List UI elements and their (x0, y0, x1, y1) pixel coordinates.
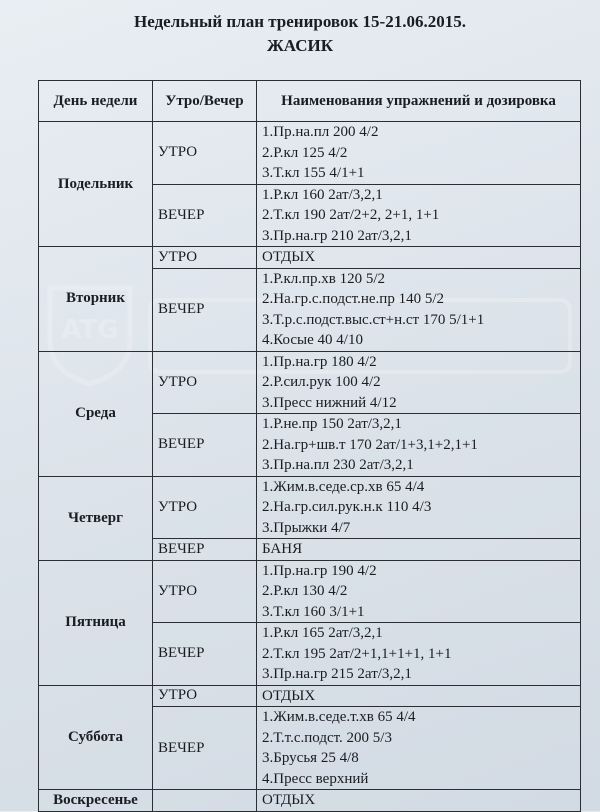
exercise-item: ОТДЫХ (262, 792, 316, 808)
session-time-cell: УТРО (153, 560, 257, 623)
exercises-cell (257, 247, 581, 269)
session-time-cell: УТРО (153, 685, 257, 707)
athlete-name: ЖАСИК (266, 36, 334, 55)
exercise-item: 3.Пр.на.пл 230 2ат/3,2,1 (262, 457, 414, 473)
exercise-item: ОТДЫХ (262, 687, 316, 704)
session-time-cell: УТРО (153, 247, 257, 269)
session-time-cell: ВЕЧЕР (153, 268, 257, 351)
exercise-item: ОТДЫХ (262, 249, 316, 265)
session-time-cell: ВЕЧЕР (153, 623, 257, 686)
exercises-cell (257, 414, 581, 477)
column-header-exercises: Наименования упражнений и дозировка (257, 81, 581, 122)
exercise-item: 1.Пр.на.пл 200 4/2 (262, 124, 379, 140)
exercise-item: 3.Брусья 25 4/8 (262, 750, 359, 766)
day-cell: Вторник (39, 247, 153, 352)
exercise-item: 3.Т.р.с.подст.выс.ст+н.ст 170 5/1+1 (262, 311, 485, 328)
session-time-cell: ВЕЧЕР (153, 414, 257, 477)
watermark-logo-text: ATG (61, 315, 119, 345)
day-cell: Суббота (39, 685, 153, 790)
day-cell: Подельник (39, 122, 153, 247)
exercises-cell (257, 122, 581, 185)
session-time-cell: ВЕЧЕР (153, 184, 257, 247)
day-cell: Среда (39, 351, 153, 476)
exercise-item: 1.Пр.на.гр 190 4/2 (262, 562, 377, 579)
exercise-item: 1.Пр.на.гр 180 4/2 (262, 353, 377, 370)
exercise-item: 2.Р.сил.рук 100 4/2 (262, 374, 381, 390)
table-row (39, 790, 581, 812)
training-plan-table (38, 80, 581, 812)
session-time-cell: УТРО (153, 351, 257, 414)
table-row (39, 560, 581, 623)
exercise-item: 2.Т.кл 195 2ат/2+1,1+1+1, 1+1 (262, 645, 452, 662)
exercise-item: 2.На.гр.с.подст.не.пр 140 5/2 (262, 291, 444, 307)
day-cell: Воскресенье (39, 790, 153, 812)
column-header-time: Утро/Вечер (153, 81, 257, 122)
exercise-item: 1.Жим.в.седе.ср.хв 65 4/4 (262, 478, 425, 495)
exercise-item: БАНЯ (262, 541, 303, 557)
exercise-item: 2.На.гр+шв.т 170 2ат/1+3,1+2,1+1 (262, 436, 478, 453)
exercises-cell (257, 268, 581, 351)
day-cell: Четверг (39, 476, 153, 560)
exercise-item: 2.Т.кл 190 2ат/2+2, 2+1, 1+1 (262, 207, 440, 223)
session-time-cell (153, 790, 257, 812)
page-title: Недельный план тренировок 15-21.06.2015. (134, 12, 466, 31)
exercise-item: 1.Р.кл 160 2ат/3,2,1 (262, 186, 383, 203)
exercise-item: 1.Р.кл 165 2ат/3,2,1 (262, 625, 383, 641)
column-header-day: День недели (39, 81, 153, 122)
exercise-item: 2.На.гр.сил.рук.н.к 110 4/3 (262, 499, 432, 515)
exercises-cell (257, 476, 581, 539)
table-body (39, 122, 581, 812)
table-row (39, 247, 581, 269)
session-time-cell: ВЕЧЕР (153, 707, 257, 790)
table-row (39, 685, 581, 707)
exercise-item: 3.Пр.на.гр 215 2ат/3,2,1 (262, 666, 412, 682)
table-header-row (39, 81, 581, 122)
table-row (39, 351, 581, 414)
exercise-item: 1.Р.кл.пр.хв 120 5/2 (262, 270, 386, 287)
exercise-item: 2.Р.кл 125 4/2 (262, 144, 348, 161)
exercises-cell (257, 685, 581, 707)
exercises-cell (257, 623, 581, 686)
exercises-cell (257, 539, 581, 561)
exercises-cell (257, 707, 581, 790)
session-time-cell: УТРО (153, 476, 257, 539)
table-row (39, 122, 581, 185)
exercises-cell (257, 184, 581, 247)
exercises-cell (257, 560, 581, 623)
session-time-cell: УТРО (153, 122, 257, 185)
exercise-item: 3.Пр.на.гр 210 2ат/3,2,1 (262, 227, 412, 244)
exercise-item: 2.Т.т.с.подст. 200 5/3 (262, 729, 392, 746)
exercise-item: 2.Р.кл 130 4/2 (262, 583, 348, 599)
exercise-item: 3.Т.кл 155 4/1+1 (262, 165, 365, 181)
table-row (39, 476, 581, 539)
exercises-cell (257, 790, 581, 812)
exercise-item: 3.Прыжки 4/7 (262, 519, 351, 536)
exercise-item: 4.Пресс верхний (262, 770, 369, 787)
exercise-item: 3.Т.кл 160 3/1+1 (262, 603, 365, 620)
session-time-cell: ВЕЧЕР (153, 539, 257, 561)
exercise-item: 1.Жим.в.седе.т.хв 65 4/4 (262, 709, 416, 725)
exercise-item: 1.Р.не.пр 150 2ат/3,2,1 (262, 416, 402, 432)
day-cell: Пятница (39, 560, 153, 685)
exercises-cell (257, 351, 581, 414)
exercise-item: 3.Пресс нижний 4/12 (262, 394, 397, 411)
exercise-item: 4.Косые 40 4/10 (262, 332, 363, 348)
